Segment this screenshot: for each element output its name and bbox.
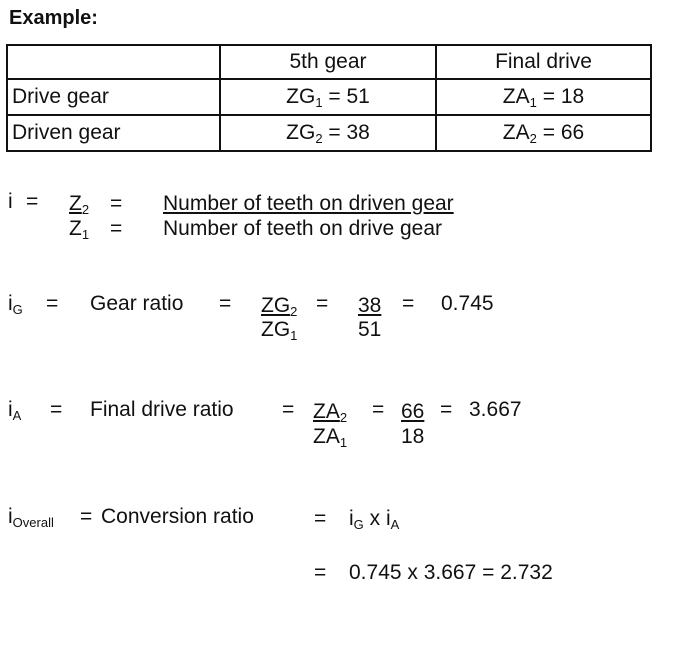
formula-overall-symbol: [8, 505, 54, 530]
row-label-driven-gear: Driven gear: [7, 115, 220, 151]
cell-value: = 51: [328, 84, 370, 108]
formula-ig-equals-2: =: [219, 292, 232, 315]
expr-subscript-1: G: [353, 517, 364, 532]
cell-value: = 66: [542, 120, 585, 144]
den-subscript: 1: [81, 227, 90, 242]
cell-symbol: ZG: [286, 120, 316, 144]
formula-ia-numerator: [313, 400, 347, 425]
formula-overall-equals-3: =: [314, 561, 327, 584]
formula-ia-label: Final drive ratio: [90, 398, 234, 421]
symbol: i: [8, 505, 13, 528]
formula-ig-result: 0.745: [441, 292, 494, 315]
cell-value: = 38: [328, 120, 370, 144]
den-symbol: ZG: [261, 318, 291, 341]
num-symbol: ZG: [261, 294, 291, 317]
formula-ia-equals-4: =: [440, 398, 453, 421]
formula-ia-equals-2: =: [282, 398, 295, 421]
formula-ia-equals-3: =: [372, 398, 385, 421]
formula-i-equals-num: =: [110, 192, 123, 215]
header-cell-5th-gear: 5th gear: [220, 45, 436, 79]
gear-table: [6, 44, 652, 152]
den-subscript: 1: [290, 328, 298, 343]
den-symbol: ZA: [313, 425, 340, 448]
formula-ia-equals: =: [50, 398, 63, 421]
formula-i-symbol: i: [8, 190, 13, 213]
cell-subscript: 1: [315, 94, 323, 110]
table-row: [7, 79, 651, 115]
num-symbol: ZA: [313, 400, 340, 423]
cell-zg1: [220, 79, 436, 115]
formula-i-equals-den: =: [110, 217, 123, 240]
cell-subscript: 2: [529, 130, 537, 146]
formula-ig-equals-4: =: [402, 292, 415, 315]
symbol-subscript: G: [12, 302, 23, 317]
num-symbol: Z: [69, 192, 82, 215]
example-heading: Example:: [9, 7, 98, 29]
formula-ig-symbol: [8, 292, 23, 317]
num-subscript: 2: [290, 304, 298, 319]
table-header-row: [7, 45, 651, 79]
expr-subscript-2: A: [390, 517, 400, 532]
row-label-drive-gear: Drive gear: [7, 79, 220, 115]
num-subscript: 2: [339, 410, 348, 425]
formula-ia-den-value: 18: [401, 425, 425, 448]
header-cell-final-drive: Final drive: [436, 45, 651, 79]
cell-subscript: 1: [529, 94, 537, 110]
formula-ig-num-value: 38: [358, 294, 382, 317]
symbol-subscript: Overall: [12, 515, 54, 530]
header-cell-empty: [7, 45, 220, 79]
expr-symbol-2: i: [385, 507, 391, 530]
num-subscript: 2: [81, 202, 90, 217]
cell-za2: [436, 115, 651, 151]
cell-symbol: ZA: [502, 120, 530, 144]
formula-overall-calc: 0.745 x 3.667 = 2.732: [349, 561, 553, 584]
den-symbol: Z: [69, 217, 82, 240]
symbol: i: [8, 398, 13, 421]
cell-symbol: ZG: [286, 84, 316, 108]
formula-ig-equals: =: [46, 292, 59, 315]
symbol: i: [8, 292, 13, 315]
formula-ia-symbol: [8, 398, 21, 423]
formula-ia-result: 3.667: [469, 398, 522, 421]
formula-overall-label: Conversion ratio: [101, 505, 254, 528]
cell-zg2: [220, 115, 436, 151]
formula-i-numerator: [69, 192, 89, 217]
den-subscript: 1: [339, 435, 348, 450]
expr-symbol-1: i: [349, 507, 354, 530]
formula-i-num-text: Number of teeth on driven gear: [163, 192, 454, 215]
cell-symbol: ZA: [502, 84, 530, 108]
expr-times: x: [369, 507, 381, 530]
symbol-subscript: A: [12, 408, 22, 423]
formula-i-equals: =: [26, 190, 39, 213]
formula-ig-label: Gear ratio: [90, 292, 184, 315]
formula-ia-denominator: [313, 425, 347, 450]
cell-za1: [436, 79, 651, 115]
formula-overall-equals-2: =: [314, 507, 327, 530]
formula-i-den-text: Number of teeth on drive gear: [163, 217, 442, 240]
formula-ia-num-value: 66: [401, 400, 425, 423]
formula-ig-den-value: 51: [358, 318, 382, 341]
formula-i-denominator: [69, 217, 89, 242]
formula-overall-expression: [349, 507, 399, 532]
formula-ig-equals-3: =: [316, 292, 329, 315]
table-row: [7, 115, 651, 151]
formula-ig-numerator: [261, 294, 297, 319]
formula-ig-denominator: [261, 318, 297, 343]
cell-subscript: 2: [315, 130, 323, 146]
formula-overall-equals: =: [80, 505, 93, 528]
cell-value: = 18: [542, 84, 585, 108]
